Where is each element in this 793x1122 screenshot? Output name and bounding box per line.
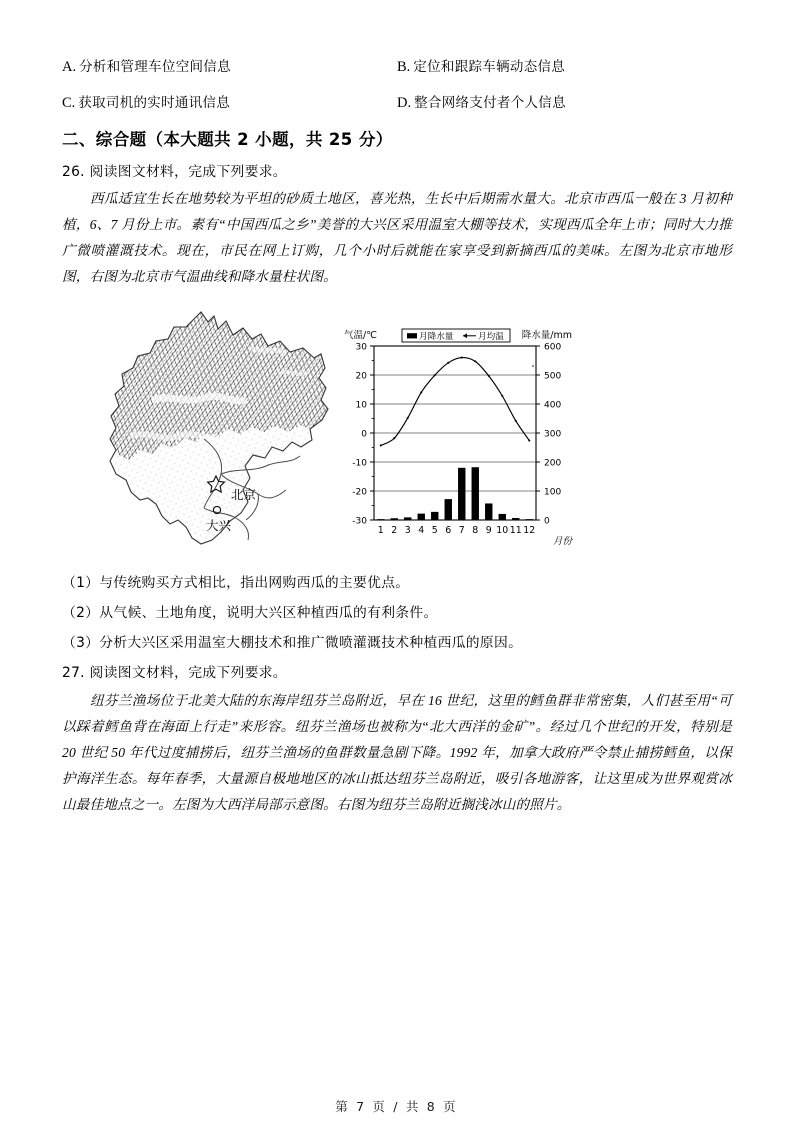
svg-text:月份: 月份	[552, 536, 572, 547]
svg-text:300: 300	[544, 429, 562, 440]
choice-option-d	[397, 93, 732, 115]
choice-text-b: 定位和跟踪车辆动态信息	[413, 59, 566, 75]
svg-text:100: 100	[544, 487, 562, 498]
svg-text:12: 12	[523, 525, 536, 536]
choice-text-a: 分析和管理车位空间信息	[79, 59, 231, 75]
choice-option-c	[62, 93, 397, 115]
choice-option-a	[62, 57, 397, 79]
svg-text:月均温: 月均温	[478, 332, 504, 342]
svg-text:1: 1	[377, 525, 384, 536]
svg-text:600: 600	[544, 342, 562, 353]
svg-text:7: 7	[458, 525, 465, 536]
svg-text:10: 10	[355, 400, 367, 411]
beijing-terrain-map	[100, 308, 350, 563]
choice-block	[62, 57, 732, 129]
svg-text:500: 500	[544, 371, 562, 382]
svg-text:6: 6	[445, 525, 452, 536]
svg-text:-20: -20	[352, 487, 367, 498]
question-26-sub-1: （1）与传统购买方式相比，指出网购西瓜的主要优点。	[62, 575, 410, 591]
choice-option-b	[397, 57, 732, 79]
chart-month-labels	[378, 525, 535, 536]
svg-text:9: 9	[485, 525, 492, 536]
svg-text:5: 5	[431, 525, 438, 536]
choice-text-c: 获取司机的实时通讯信息	[78, 94, 231, 111]
choice-label-a: A.	[62, 59, 77, 75]
svg-text:400: 400	[544, 400, 562, 411]
svg-text:气温/℃: 气温/℃	[344, 330, 377, 341]
svg-text:8: 8	[472, 525, 479, 536]
question-26-stem: 26. 阅读图文材料，完成下列要求。	[62, 164, 287, 180]
question-27-stem: 27. 阅读图文材料，完成下列要求。	[62, 665, 287, 681]
choice-text-d: 整合网络支付者个人信息	[414, 94, 566, 111]
svg-text:200: 200	[544, 458, 562, 469]
question-26-sub-3: （3）分析大兴区采用温室大棚技术和推广微喷灌溉技术种植西瓜的原因。	[62, 635, 523, 651]
figure-row	[62, 308, 732, 563]
map-label-daxing: 大兴	[206, 518, 232, 533]
svg-text:3: 3	[404, 525, 411, 536]
svg-text:降水量/mm: 降水量/mm	[521, 330, 572, 341]
svg-text:10: 10	[496, 525, 509, 536]
map-label-beijing: 北京	[231, 487, 257, 502]
section-heading: 二、综合题（本大题共 2 小题，共 25 分）	[62, 130, 393, 149]
svg-text:-10: -10	[352, 458, 367, 469]
choice-row	[62, 57, 732, 79]
svg-text:2: 2	[391, 525, 398, 536]
svg-text:20: 20	[355, 371, 367, 382]
svg-text:11: 11	[509, 525, 522, 536]
choice-row	[62, 93, 732, 115]
page-footer: 第 7 页 / 共 8 页	[335, 1099, 458, 1114]
question-27-body: 纽芬兰渔场位于北美大陆的东海岸纽芬兰岛附近，早在 16 世纪，这里的鳕鱼群非常密集，人们甚至用“可以踩着鳕鱼背在海面上行走”来形容。纽芬兰渔场也被称为“北大西洋的金矿”。经过几个世纪的开发，特别是 20 世纪 50 年代过度捕捞后，纽芬兰渔场的鱼群数量急剧下降。1992 年，加拿大政府严令禁止捕捞鳕鱼，以保护海洋生态。每年春季，大量源自极地地区的冰山抵达纽芬兰岛附近，吸引各地游客，让这里成为世界观赏冰山最佳地点之一。左图为大西洋局部示意图。右图为纽芬兰岛附近搁浅冰山的照片。	[62, 693, 732, 812]
chart-precip-bars	[377, 467, 533, 520]
climate-chart	[340, 326, 576, 558]
svg-text:-30: -30	[352, 516, 367, 527]
choice-label-c: C.	[62, 94, 76, 111]
svg-text:4: 4	[418, 525, 425, 536]
svg-text:0: 0	[544, 516, 550, 527]
svg-text:月降水量: 月降水量	[419, 332, 454, 342]
question-26-body: 西瓜适宜生长在地势较为平坦的砂质土地区，喜光热，生长中后期需水量大。北京市西瓜一般在 3 月初种植，6、7 月份上市。素有“中国西瓜之乡”美誉的大兴区采用温室大棚等技术，实现西瓜全年上市；同时大力推广微喷灌溉技术。现在，市民在网上订购，几个小时后就能在家享受到新摘西瓜的美味。左图为北京市地形图，右图为北京市气温曲线和降水量柱状图。	[62, 191, 732, 284]
svg-text:30: 30	[355, 342, 367, 353]
chart-right-axis-ticks	[536, 342, 561, 526]
svg-text:0: 0	[361, 429, 367, 440]
choice-label-b: B.	[397, 59, 411, 75]
question-26-sub-2: （2）从气候、土地角度，说明大兴区种植西瓜的有利条件。	[62, 605, 438, 621]
choice-label-d: D.	[397, 94, 412, 111]
chart-left-axis-ticks	[352, 342, 374, 526]
chart-legend	[402, 329, 510, 342]
